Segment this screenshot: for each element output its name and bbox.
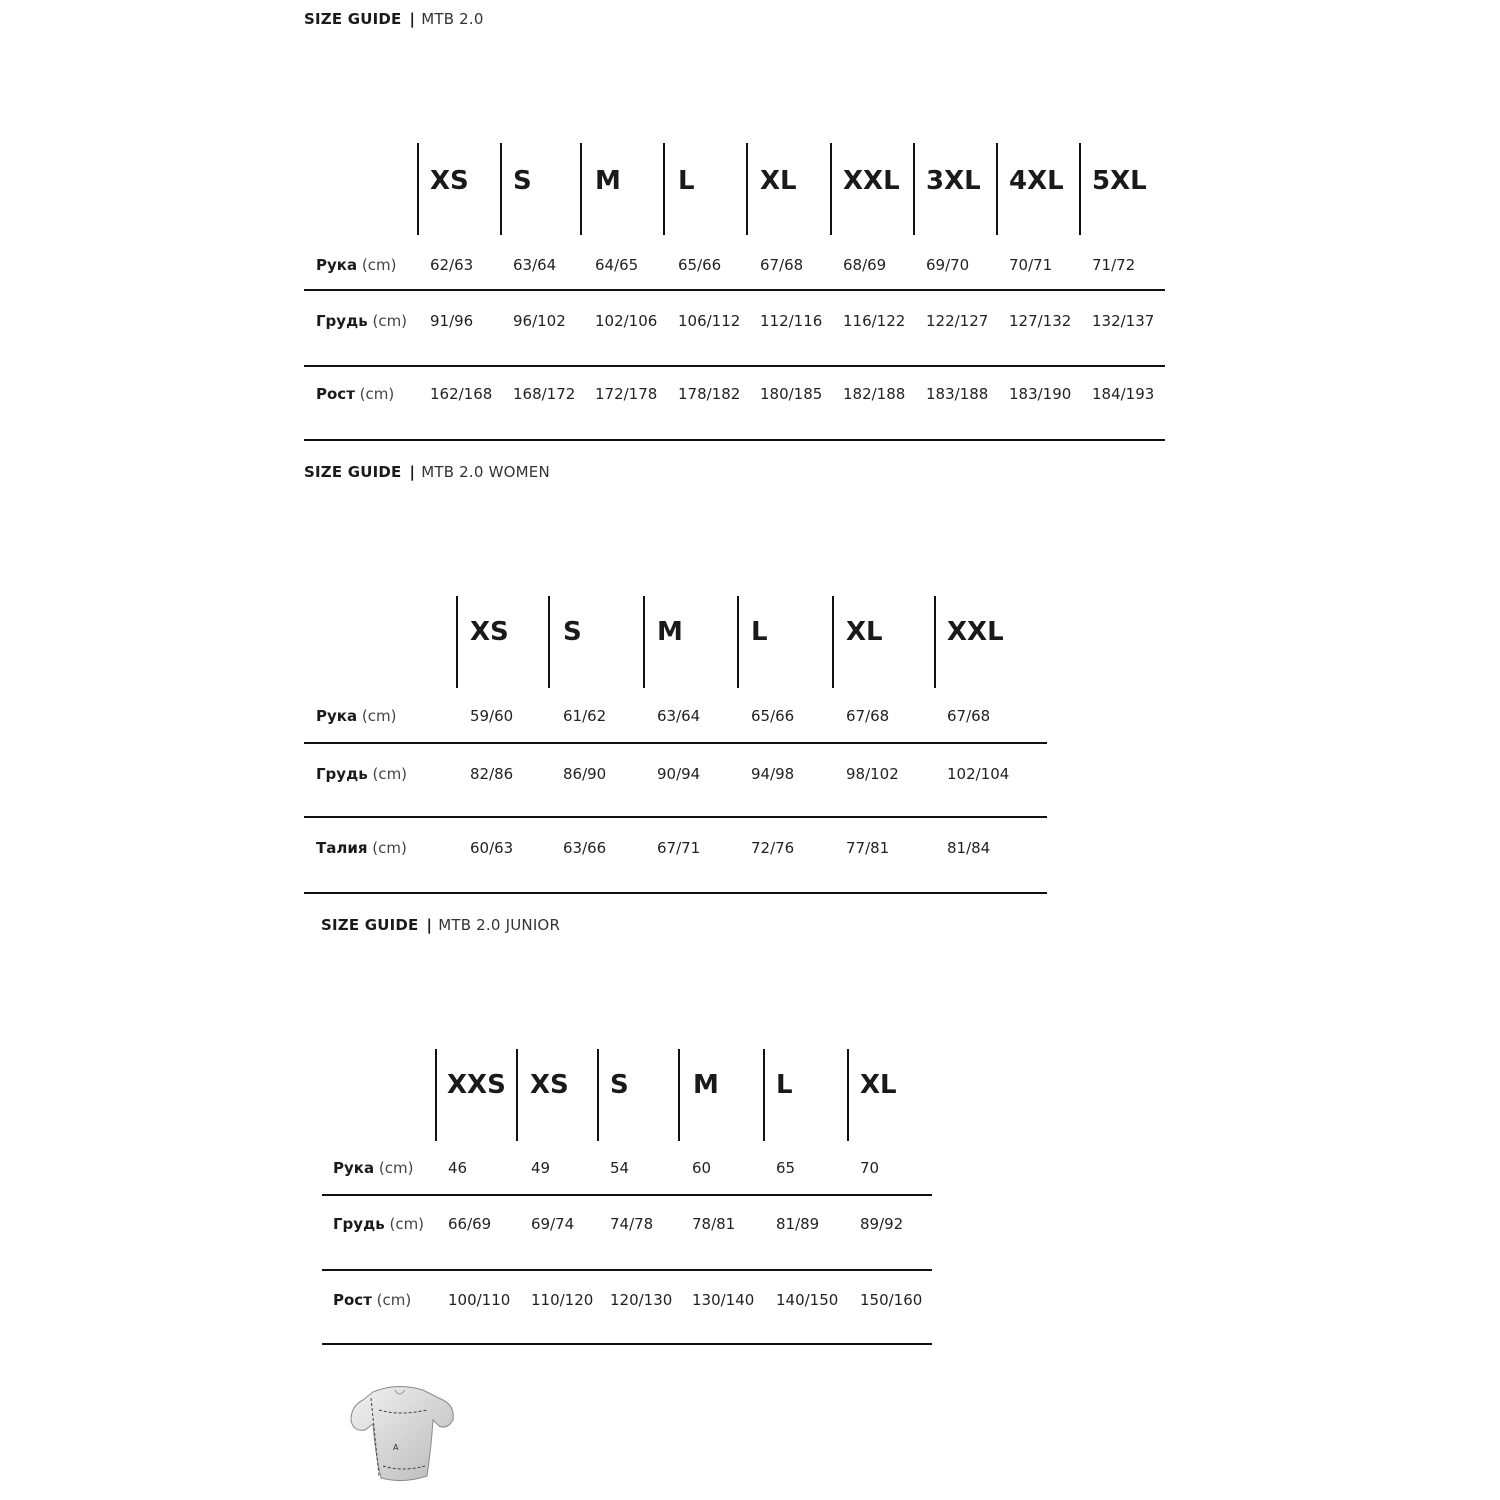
caption-name: MTB 2.0 WOMEN <box>421 463 550 481</box>
table-cell: 67/68 <box>846 707 890 725</box>
size-header-xxl: XXL <box>843 166 900 196</box>
table-cell: 60/63 <box>470 839 514 857</box>
row-divider <box>304 742 1047 744</box>
row-label-chest <box>333 1215 424 1233</box>
table-cell: 67/68 <box>760 256 804 274</box>
table-cell: 102/106 <box>595 312 658 330</box>
table-cell: 68/69 <box>843 256 887 274</box>
table-cell: 82/86 <box>470 765 514 783</box>
table-cell: 89/92 <box>860 1215 904 1233</box>
table-cell: 96/102 <box>513 312 566 330</box>
column-divider <box>830 143 832 235</box>
caption-separator: | <box>426 916 433 934</box>
table-cell: 172/178 <box>595 385 658 403</box>
table-cell: 132/137 <box>1092 312 1155 330</box>
table-cell: 178/182 <box>678 385 741 403</box>
size-header-xs: XS <box>430 166 469 196</box>
column-divider <box>737 596 739 688</box>
section-caption-women <box>304 463 550 481</box>
table-cell: 86/90 <box>563 765 607 783</box>
table-cell: 63/66 <box>563 839 607 857</box>
table-cell: 106/112 <box>678 312 741 330</box>
caption-name: MTB 2.0 <box>421 10 484 28</box>
table-cell: 81/89 <box>776 1215 820 1233</box>
row-label-chest <box>316 765 407 783</box>
table-cell: 116/122 <box>843 312 906 330</box>
row-divider <box>304 816 1047 818</box>
table-cell: 64/65 <box>595 256 639 274</box>
table-cell: 63/64 <box>513 256 557 274</box>
table-cell: 127/132 <box>1009 312 1072 330</box>
size-header-xl: XL <box>846 617 883 647</box>
column-divider <box>597 1049 599 1141</box>
table-cell: 71/72 <box>1092 256 1136 274</box>
size-header-m: M <box>657 617 683 647</box>
table-cell: 62/63 <box>430 256 474 274</box>
table-cell: 91/96 <box>430 312 474 330</box>
size-header-xs: XS <box>530 1070 569 1100</box>
table-cell: 69/70 <box>926 256 970 274</box>
size-header-xs: XS <box>470 617 509 647</box>
illustration-marker: A <box>393 1443 399 1452</box>
column-divider <box>913 143 915 235</box>
table-cell: 180/185 <box>760 385 823 403</box>
column-divider <box>847 1049 849 1141</box>
row-label-height <box>316 385 394 403</box>
table-cell: 110/120 <box>531 1291 594 1309</box>
row-label-arm <box>333 1159 413 1177</box>
table-cell: 67/71 <box>657 839 701 857</box>
size-header-s: S <box>563 617 582 647</box>
row-label-text: Рука <box>316 256 358 274</box>
row-label-text: Рука <box>333 1159 375 1177</box>
column-divider <box>580 143 582 235</box>
table-cell: 61/62 <box>563 707 607 725</box>
row-divider <box>304 289 1165 291</box>
table-cell: 183/188 <box>926 385 989 403</box>
table-cell: 54 <box>610 1159 630 1177</box>
table-cell: 65 <box>776 1159 796 1177</box>
row-unit: (cm) <box>372 765 408 783</box>
row-label-text: Рост <box>333 1291 372 1309</box>
column-divider <box>500 143 502 235</box>
column-divider <box>417 143 419 235</box>
column-divider <box>516 1049 518 1141</box>
row-unit: (cm) <box>361 707 397 725</box>
section-caption-junior <box>321 916 560 934</box>
row-divider <box>304 439 1165 441</box>
row-unit: (cm) <box>372 312 408 330</box>
column-divider <box>435 1049 437 1141</box>
size-header-l: L <box>776 1070 793 1100</box>
table-cell: 77/81 <box>846 839 890 857</box>
column-divider <box>996 143 998 235</box>
table-cell: 130/140 <box>692 1291 755 1309</box>
table-cell: 122/127 <box>926 312 989 330</box>
torso-measurement-icon <box>335 1380 465 1495</box>
size-header-5xl: 5XL <box>1092 166 1147 196</box>
table-cell: 60 <box>692 1159 712 1177</box>
size-header-l: L <box>751 617 768 647</box>
caption-separator: | <box>409 10 416 28</box>
row-label-height <box>333 1291 411 1309</box>
table-cell: 63/64 <box>657 707 701 725</box>
table-cell: 112/116 <box>760 312 823 330</box>
table-cell: 162/168 <box>430 385 493 403</box>
size-header-m: M <box>595 166 621 196</box>
table-cell: 98/102 <box>846 765 899 783</box>
table-cell: 49 <box>531 1159 551 1177</box>
table-cell: 100/110 <box>448 1291 511 1309</box>
table-cell: 78/81 <box>692 1215 736 1233</box>
row-label-arm <box>316 707 396 725</box>
size-header-xl: XL <box>860 1070 897 1100</box>
table-cell: 72/76 <box>751 839 795 857</box>
row-label-text: Рост <box>316 385 355 403</box>
column-divider <box>548 596 550 688</box>
row-label-chest <box>316 312 407 330</box>
column-divider <box>1079 143 1081 235</box>
row-unit: (cm) <box>372 839 407 857</box>
column-divider <box>456 596 458 688</box>
row-unit: (cm) <box>359 385 395 403</box>
table-cell: 46 <box>448 1159 468 1177</box>
row-label-waist <box>316 839 407 857</box>
table-cell: 65/66 <box>751 707 795 725</box>
size-header-4xl: 4XL <box>1009 166 1064 196</box>
column-divider <box>663 143 665 235</box>
table-cell: 94/98 <box>751 765 795 783</box>
table-cell: 59/60 <box>470 707 514 725</box>
table-cell: 69/74 <box>531 1215 575 1233</box>
row-label-text: Грудь <box>316 312 368 330</box>
caption-label: SIZE GUIDE <box>321 916 419 934</box>
caption-label: SIZE GUIDE <box>304 10 402 28</box>
row-divider <box>304 892 1047 894</box>
size-header-l: L <box>678 166 695 196</box>
table-cell: 74/78 <box>610 1215 654 1233</box>
caption-separator: | <box>409 463 416 481</box>
column-divider <box>934 596 936 688</box>
caption-name: MTB 2.0 JUNIOR <box>438 916 561 934</box>
column-divider <box>763 1049 765 1141</box>
table-cell: 184/193 <box>1092 385 1155 403</box>
column-divider <box>832 596 834 688</box>
row-divider <box>322 1194 932 1196</box>
size-header-3xl: 3XL <box>926 166 981 196</box>
table-cell: 70 <box>860 1159 880 1177</box>
row-divider <box>322 1269 932 1271</box>
column-divider <box>678 1049 680 1141</box>
row-divider <box>322 1343 932 1345</box>
table-cell: 182/188 <box>843 385 906 403</box>
table-cell: 140/150 <box>776 1291 839 1309</box>
size-header-xxs: XXS <box>447 1070 506 1100</box>
caption-label: SIZE GUIDE <box>304 463 402 481</box>
table-cell: 102/104 <box>947 765 1010 783</box>
table-cell: 150/160 <box>860 1291 923 1309</box>
table-cell: 65/66 <box>678 256 722 274</box>
row-label-text: Грудь <box>333 1215 385 1233</box>
row-label-arm <box>316 256 396 274</box>
row-label-text: Рука <box>316 707 358 725</box>
size-header-xxl: XXL <box>947 617 1004 647</box>
table-cell: 168/172 <box>513 385 576 403</box>
table-cell: 81/84 <box>947 839 991 857</box>
row-unit: (cm) <box>378 1159 414 1177</box>
row-unit: (cm) <box>376 1291 412 1309</box>
row-divider <box>304 365 1165 367</box>
table-cell: 120/130 <box>610 1291 673 1309</box>
size-header-xl: XL <box>760 166 797 196</box>
column-divider <box>746 143 748 235</box>
table-cell: 183/190 <box>1009 385 1072 403</box>
size-header-s: S <box>513 166 532 196</box>
table-cell: 66/69 <box>448 1215 492 1233</box>
table-cell: 67/68 <box>947 707 991 725</box>
row-label-text: Талия <box>316 839 368 857</box>
row-label-text: Грудь <box>316 765 368 783</box>
size-header-m: M <box>693 1070 719 1100</box>
table-cell: 70/71 <box>1009 256 1053 274</box>
size-header-s: S <box>610 1070 629 1100</box>
row-unit: (cm) <box>361 256 397 274</box>
section-caption-mtb <box>304 10 484 28</box>
row-unit: (cm) <box>389 1215 425 1233</box>
column-divider <box>643 596 645 688</box>
table-cell: 90/94 <box>657 765 701 783</box>
